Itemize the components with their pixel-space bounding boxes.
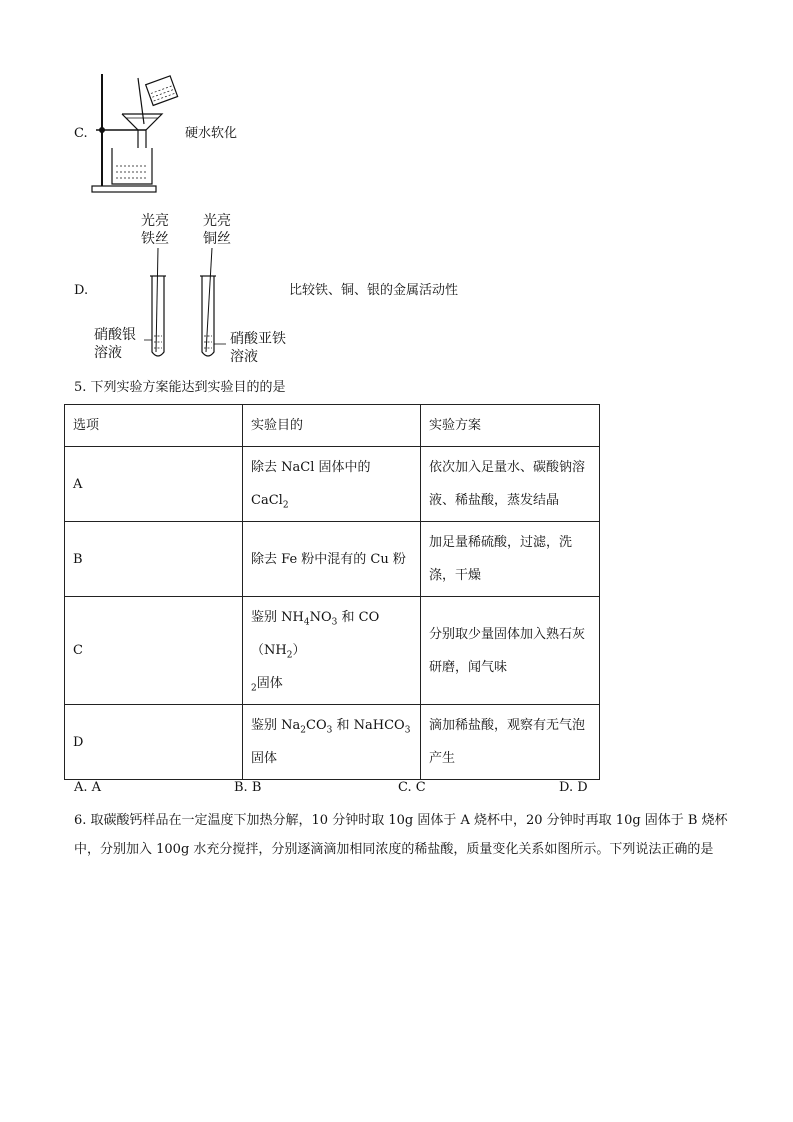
row-c-purpose: 鉴别 $NH_4NO_3$ 和 $CO(NH_2)$ $_2$固体: [243, 597, 421, 705]
item-d-label: D.: [74, 283, 89, 298]
choice-c: C. C: [398, 780, 426, 795]
tube2-top-line1: 光亮: [203, 213, 231, 229]
item-c-caption: 硬水软化: [185, 126, 238, 141]
tube2-bottom-label: [230, 330, 286, 366]
row-d-option: D: [65, 705, 243, 780]
tube2-bottom-line2: 溶液: [230, 349, 258, 365]
table-row: [65, 597, 600, 705]
filtration-apparatus-figure: [86, 68, 186, 196]
row-b-plan: 加足量稀硫酸，过滤，洗涤，干燥: [421, 522, 600, 597]
test-tubes-figure: [140, 248, 230, 364]
row-a-option: A: [65, 447, 243, 522]
tube2-bottom-line1: 硝酸亚铁: [230, 331, 286, 347]
table-header-row: [65, 405, 600, 447]
tube1-bottom-line2: 溶液: [94, 345, 122, 361]
tube1-bottom-line1: 硝酸银: [94, 327, 136, 343]
row-c-plan: 分别取少量固体加入熟石灰研磨，闻气味: [421, 597, 600, 705]
choice-a: A. A: [74, 780, 102, 795]
choice-b: B. B: [234, 780, 262, 795]
row-a-purpose: 除去 NaCl 固体中的 CaCl$_2$: [243, 447, 421, 522]
header-purpose: 实验目的: [243, 405, 421, 447]
tube2-top-line2: 铜丝: [203, 231, 231, 247]
tube1-bottom-label: [94, 326, 136, 362]
header-plan: 实验方案: [421, 405, 600, 447]
question6-text: 6. 取碳酸钙样品在一定温度下加热分解，10 分钟时取 10g 固体于 A 烧杯中，20 分钟时再取 10g 固体于 B 烧杯中，分别加入 100g 水充分搅拌，分别逐滴滴加相同浓度的稀盐酸，质量变化关系如图所示。下列说法正确的是: [74, 813, 728, 857]
row-a-plan: 依次加入足量水、碳酸钠溶液、稀盐酸，蒸发结晶: [421, 447, 600, 522]
table-row: [65, 522, 600, 597]
tube1-top-label: [141, 212, 169, 248]
choice-d: D. D: [559, 780, 588, 795]
row-d-purpose: 鉴别 $Na_2CO_3$ 和 NaHCO$_3$ 固体: [243, 705, 421, 780]
table-row: [65, 447, 600, 522]
question5-table: [64, 404, 600, 780]
row-b-option: B: [65, 522, 243, 597]
item-d-caption: 比较铁、铜、银的金属活动性: [289, 283, 459, 298]
question5-title: 5. 下列实验方案能达到实验目的的是: [74, 380, 286, 395]
tube1-top-line1: 光亮: [141, 213, 169, 229]
row-d-plan: 滴加稀盐酸，观察有无气泡产生: [421, 705, 600, 780]
tube1-top-line2: 铁丝: [141, 231, 169, 247]
item-c-label: C.: [74, 126, 88, 141]
table-row: [65, 705, 600, 780]
header-option: 选项: [65, 405, 243, 447]
tube2-top-label: [203, 212, 231, 248]
row-b-purpose: 除去 Fe 粉中混有的 Cu 粉: [243, 522, 421, 597]
row-c-option: C: [65, 597, 243, 705]
